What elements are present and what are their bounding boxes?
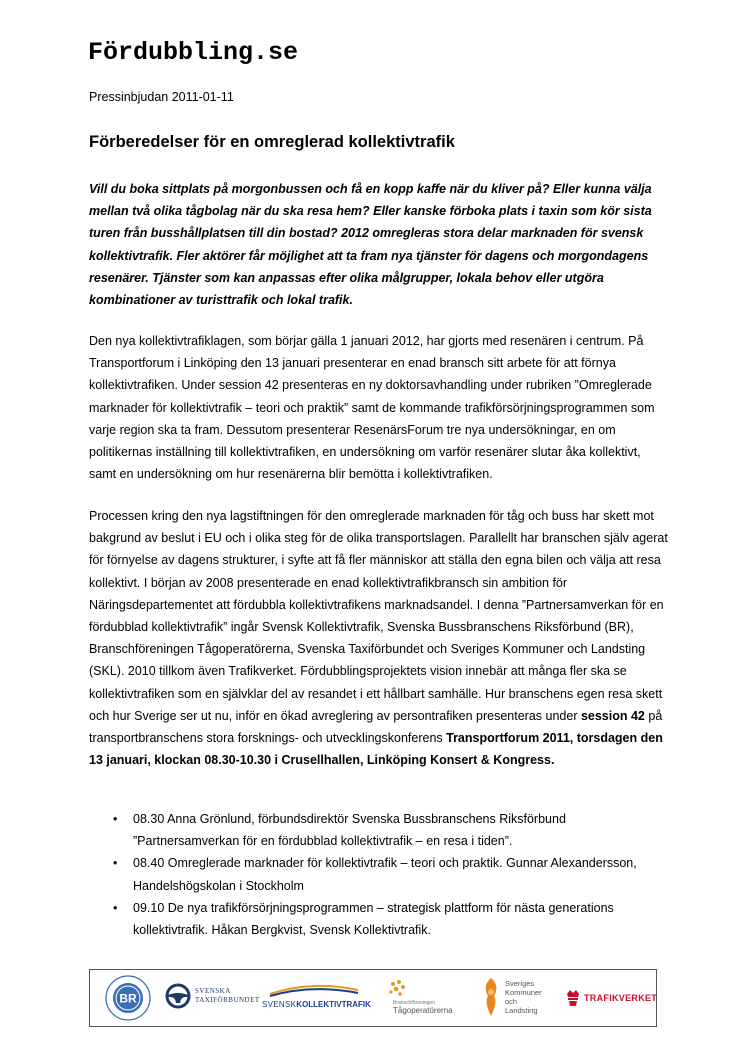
- tagoperatorerna-logo: [385, 978, 453, 1015]
- brand-title: Fördubbling.se: [88, 38, 299, 67]
- crown-icon: [565, 988, 581, 1008]
- bullet-icon: •: [113, 856, 118, 871]
- bullet-icon: •: [113, 812, 118, 826]
- body-paragraph-1: Den nya kollektivtrafiklagen, som börjar gälla 1 januari 2012, har gjorts med resenären i centrum. På Transportforum i Linköping den 13 januari presenterar en enad bransch sitt arbete för att förnya kollektivtrafiken. Under session 42 presenteras en ny doktorsavhandling under rubriken ”Omreglerade marknader för kollektivtrafik – teori och praktik” samt de kommande trafikförsörjningsprogrammen som varje region ska ta fram. Dessutom presenterar ResenärsForum tre nya undersökningar, en om politikernas inställning till kollektivtrafiken, en undersökning om varför resenärer slutar åka kollektivt, samt en undersökning om hur resenärerna blir bemötta i kollektivtrafiken.: [89, 334, 655, 482]
- br-letters: BR: [119, 991, 137, 1006]
- flame-figure-icon: [480, 976, 502, 1018]
- tago-name: Tågoperatörerna: [393, 1006, 453, 1015]
- dots-icon: [385, 978, 415, 1000]
- taxi-name: SVENSKA TAXIFÖRBUNDET: [195, 987, 260, 1004]
- agenda-item: [89, 808, 669, 852]
- paragraph-text: på transportbranschens stora forsknings- och utvecklingskonferens: [89, 708, 663, 746]
- lead-paragraph: Vill du boka sittplats på morgonbussen och få en kopp kaffe när du kliver på? Eller kunna välja mellan två olika tågbolag när du ska resa hem? Eller kanske förboka plats i taxin som kör sista turen från busshållplatsen till din bostad? 2012 omregleras stora delar marknaden för svensk kollektivtrafik. Fler aktörer får möjlighet att ta fram nya tjänster för dagens och morgondagens resenärer. Tjänster som kan anpassas efter olika målgrupper, lokala behov eller utgöra kombinationer av turisttrafik och lokal trafik.: [89, 182, 652, 308]
- partner-logo-bar: [89, 969, 657, 1027]
- agenda-item: [89, 852, 669, 896]
- agenda-item-text: 09.10 De nya trafikförsörjningsprogrammen – strategisk plattform för nästa generations kollektivtrafik. Håkan Bergkvist, Svensk Kollektivtrafik.: [133, 900, 614, 938]
- swoosh-icon: [262, 982, 362, 998]
- tago-small-text: Branschföreningen: [393, 1000, 435, 1006]
- kollektivtrafik-word: KOLLEKTIVTRAFIK: [296, 1000, 371, 1009]
- br-logo: [104, 974, 152, 1022]
- agenda-item: [89, 897, 669, 941]
- svensk-kollektivtrafik-logo: [262, 982, 371, 1009]
- paragraph-text: Processen kring den nya lagstiftningen för den omreglerade marknaden för tåg och buss har skett mot bakgrund av beslut i EU och i olika steg för de olika transportslagen. Parallellt har branschen själv agerat för förnyelse av dagens strukturer, i syfte att få fler människor att ställa den egna bilen och välja att resa kollektivt. I början av 2008 presenterade en enad kollektivtrafikbransch sin ambition för Näringsdepartementet att fördubbla kollektivtrafikens marknadsandel. I denna ”Partnersamverkan för en fördubblad kollektivtrafik” ingår Svensk Kollektivtrafik, Svenska Bussbranschens Riksförbund (BR), Branschföreningen Tågoperatörerna, Svenska Taxiförbundet och Sveriges Kommuner och Landsting (SKL). 2010 tillkom även Trafikverket. Fördubblingsprojektets vision innebär att många fler ska se kollektivtrafiken som en självklar del av resandet i ett hållbart samhälle. Hur branschens egen resa skett och hur Sverige ser ut nu, inför en ökad avreglering av persontrafiken presenteras under: [89, 509, 668, 723]
- br-seal-icon: [104, 974, 152, 1022]
- press-invite-date: Pressinbjudan 2011-01-11: [89, 90, 234, 104]
- skl-name: Sveriges Kommuner och Landsting: [505, 979, 542, 1015]
- event-highlight: Transportforum 2011, torsdagen den 13 januari, klockan 08.30-10.30 i Crusellhallen, Linköping Konsert & Kongress.: [89, 731, 663, 768]
- agenda-list: [89, 808, 669, 941]
- skl-logo: [480, 976, 551, 1018]
- agenda-item-text: 08.40 Omreglerade marknader för kollektivtrafik – teori och praktik. Gunnar Alexandersson, Handelshögskolan i Stockholm: [133, 856, 637, 893]
- agenda-item-text: 08.30 Anna Grönlund, förbundsdirektör Svenska Bussbranschens Riksförbund ”Partnersamverkan för en fördubblad kollektivtrafik – en resa i tiden”.: [133, 812, 566, 849]
- steering-wheel-icon: [165, 983, 191, 1009]
- bullet-icon: •: [113, 900, 118, 915]
- trafikverket-name: TRAFIKVERKET: [584, 993, 658, 1003]
- taxiforbundet-logo: [165, 983, 261, 1009]
- headline: Förberedelser för en omreglerad kollektivtrafik: [89, 133, 455, 151]
- body-paragraph-2: [89, 505, 669, 771]
- session-highlight: session 42: [580, 708, 645, 723]
- kollektivtrafik-prefix: SVENSK: [262, 1000, 297, 1009]
- trafikverket-logo: [565, 988, 657, 1008]
